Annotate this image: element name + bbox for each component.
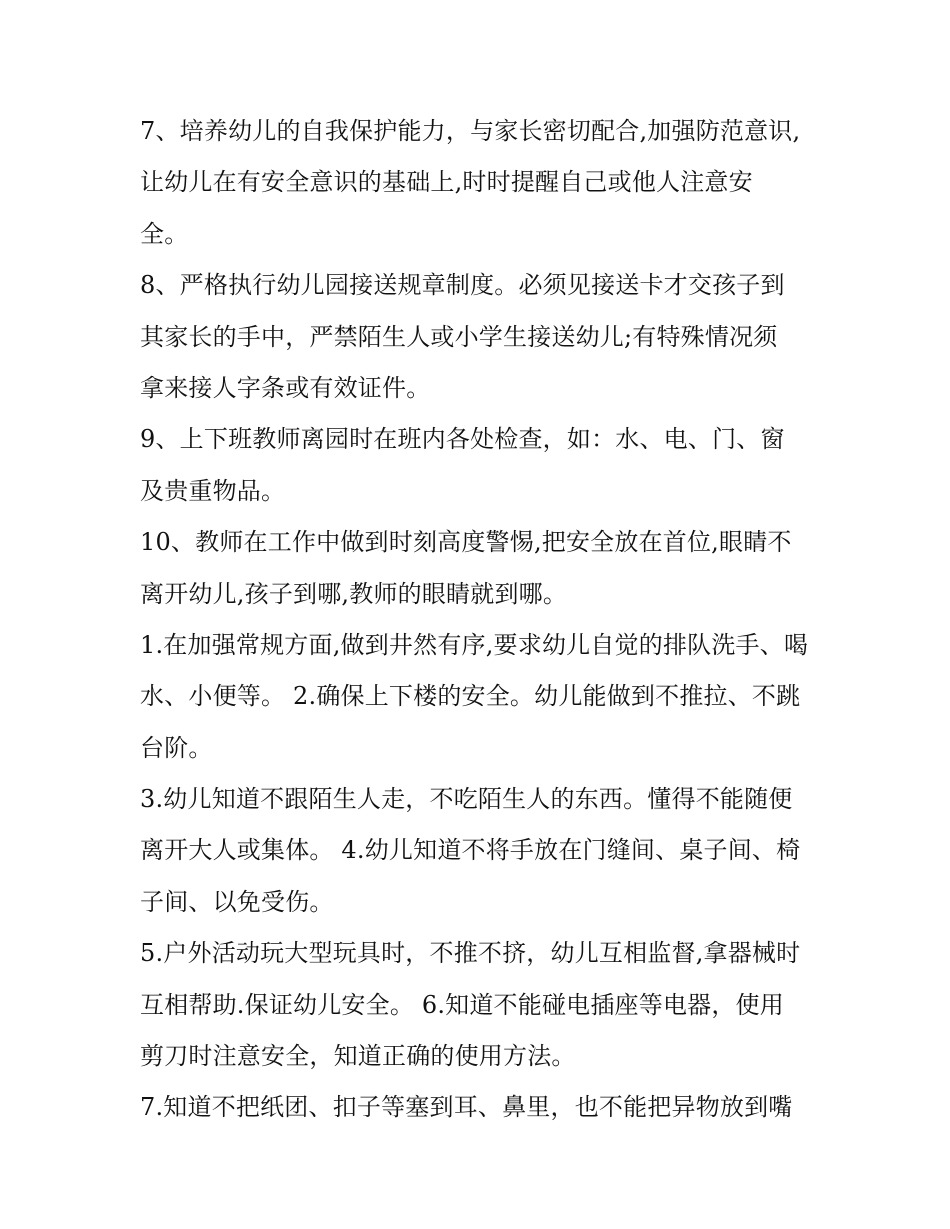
text-line: 其家长的手中，严禁陌生人或小学生接送幼儿;有特殊情况须: [140, 322, 778, 351]
text-line: 剪刀时注意安全，知道正确的使用方法。: [140, 1042, 576, 1071]
text-line: 离开大人或集体。 4.幼儿知道不将手放在门缝间、桌子间、椅: [140, 836, 801, 865]
text-line: 3.幼儿知道不跟陌生人走，不吃陌生人的东西。懂得不能随便: [140, 785, 793, 814]
text-line: 7、培养幼儿的自我保护能力，与家长密切配合,加强防范意识,: [140, 117, 801, 145]
text-line: 5.户外活动玩大型玩具时，不推不挤，幼儿互相监督,拿器械时: [140, 939, 801, 968]
text-line: 1.在加强常规方面,做到井然有序,要求幼儿自觉的排队洗手、喝: [140, 630, 809, 659]
text-line: 拿来接人字条或有效证件。: [140, 373, 431, 402]
text-line: 离开幼儿,孩子到哪,教师的眼睛就到哪。: [140, 579, 568, 608]
text-line: 全。: [140, 219, 189, 248]
text-line: 10、教师在工作中做到时刻高度警惕,把安全放在首位,眼睛不: [140, 528, 792, 557]
text-line: 8、严格执行幼儿园接送规章制度。必须见接送卡才交孩子到: [140, 271, 785, 300]
text-line: 及贵重物品。: [140, 476, 286, 505]
text-line: 9、上下班教师离园时在班内各处检查，如：水、电、门、窗: [140, 425, 785, 454]
text-line: 互相帮助.保证幼儿安全。 6.知道不能碰电插座等电器，使用: [140, 990, 784, 1019]
text-line: 7.知道不把纸团、扣子等塞到耳、鼻里，也不能把异物放到嘴: [140, 1093, 793, 1122]
text-line: 台阶。: [140, 733, 213, 762]
text-line: 子间、以免受伤。: [140, 887, 334, 916]
text-line: 让幼儿在有安全意识的基础上,时时提醒自己或他人注意安: [140, 168, 753, 197]
text-line: 水、小便等。 2.确保上下楼的安全。幼儿能做到不推拉、不跳: [140, 682, 801, 711]
document-body: [140, 106, 820, 1134]
